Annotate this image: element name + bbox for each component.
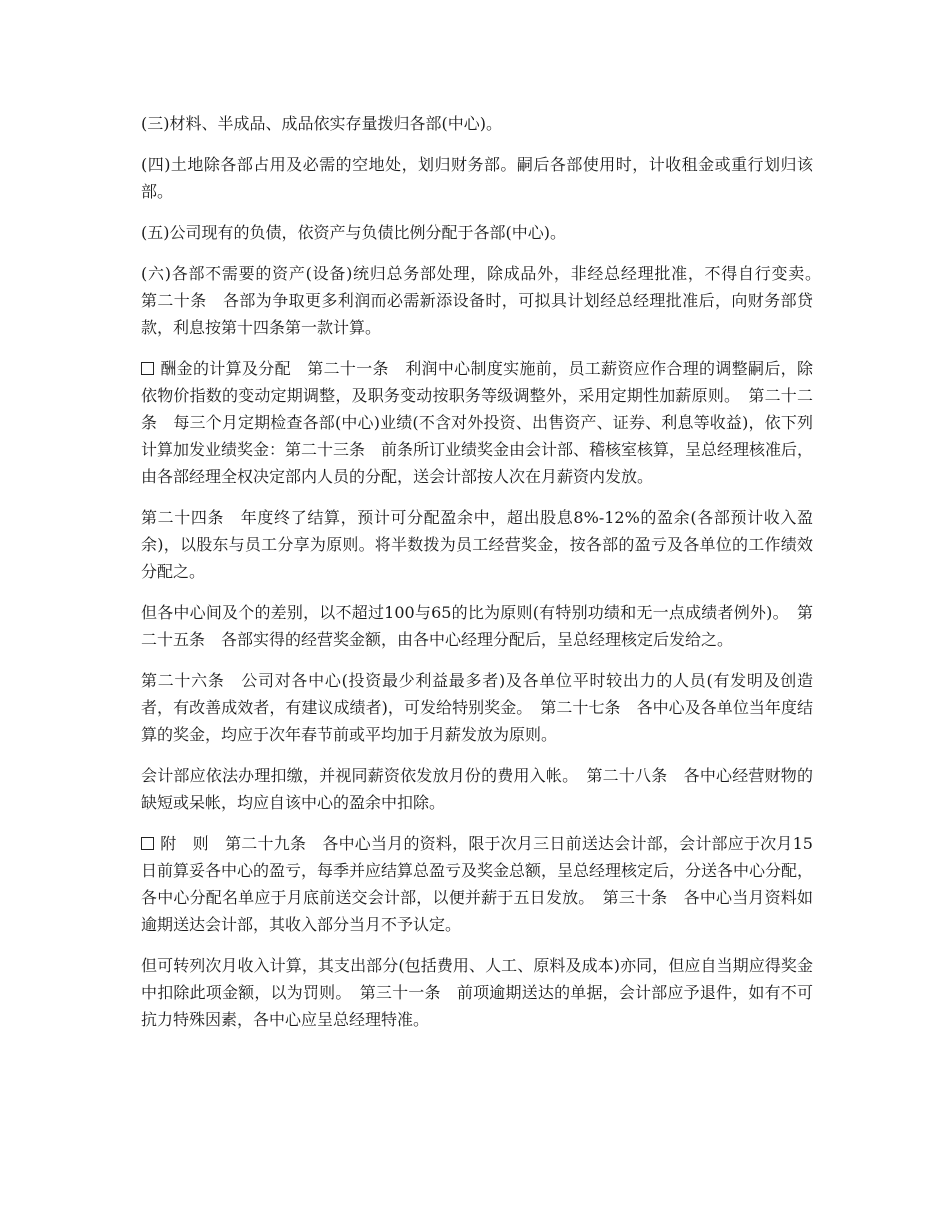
paragraph	[141, 830, 813, 938]
paragraph	[141, 219, 813, 246]
paragraph-text: (三)材料、半成品、成品依实存量拨归各部(中心)。	[141, 114, 502, 133]
paragraph	[141, 355, 813, 490]
paragraph	[141, 667, 813, 748]
paragraph-text: (五)公司现有的负债，依资产与负债比例分配于各部(中心)。	[141, 223, 566, 242]
paragraph	[141, 952, 813, 1033]
paragraph-text: 第二十六条 公司对各中心(投资最少利益最多者)及各单位平时较出力的人员(有发明及创造者，有改善成效者，有建议成绩者)，可发给特别奖金。 第二十七条 各中心及各单位当年度结算的奖金，均应于次年春节前或平均加于月薪发放为原则。	[141, 671, 813, 744]
paragraph-text: (六)各部不需要的资产(设备)统归总务部处理，除成品外，非经总经理批准，不得自行变卖。 第二十条 各部为争取更多利润而必需新添设备时，可拟具计划经总经理批准后，向财务部贷款，利息按第十四条第一款计算。	[141, 264, 846, 337]
paragraph	[141, 599, 813, 653]
paragraph-text: 附 则 第二十九条 各中心当月的资料，限于次月三日前送达会计部，会计部应于次月15日前算妥各中心的盈亏，每季并应结算总盈亏及奖金总额，呈总经理核定后，分送各中心分配，各中心分配名单应于月底前送交会计部，以便并薪于五日发放。 第三十条 各中心当月资料如逾期送达会计部，其收入部分当月不予认定。	[141, 834, 814, 934]
paragraph	[141, 504, 813, 585]
document-body	[141, 110, 846, 1047]
paragraph-text: 酬金的计算及分配 第二十一条 利润中心制度实施前，员工薪资应作合理的调整嗣后，除依物价指数的变动定期调整，及职务变动按职务等级调整外，采用定期性加薪原则。 第二十二条 每三个月定期检查各部(中心)业绩(不含对外投资、出售资产、证券、利息等收益)，依下列计算加发业绩奖金：第二十三条 前条所订业绩奖金由会计部、稽核室核算，呈总经理核准后，由各部经理全权决定部内人员的分配，送会计部按人次在月薪资内发放。	[141, 359, 814, 486]
paragraph-text: (四)土地除各部占用及必需的空地处，划归财务部。嗣后各部使用时，计收租金或重行划归该部。	[141, 155, 813, 201]
paragraph-text: 会计部应依法办理扣缴，并视同薪资依发放月份的费用入帐。 第二十八条 各中心经营财物的缺短或呆帐，均应自该中心的盈余中扣除。	[141, 766, 813, 812]
paragraph	[141, 151, 813, 205]
paragraph	[141, 762, 813, 816]
paragraph-text: 但各中心间及个的差别，以不超过100与65的比为原则(有特别功绩和无一点成绩者例外)。 第二十五条 各部实得的经营奖金额，由各中心经理分配后，呈总经理核定后发给之。	[141, 603, 813, 649]
paragraph-text: 但可转列次月收入计算，其支出部分(包括费用、人工、原料及成本)亦同，但应自当期应得奖金中扣除此项金额，以为罚则。 第三十一条 前项逾期送达的单据，会计部应予退件，如有不可抗力特殊因素，各中心应呈总经理特准。	[141, 956, 813, 1029]
paragraph	[141, 260, 846, 341]
checkbox-icon	[141, 837, 154, 850]
paragraph-text: 第二十四条 年度终了结算，预计可分配盈余中，超出股息8%-12%的盈余(各部预计收入盈余)，以股东与员工分享为原则。将半数拨为员工经营奖金，按各部的盈亏及各单位的工作绩效分配之。	[141, 508, 813, 581]
paragraph	[141, 110, 813, 137]
checkbox-icon	[141, 362, 154, 375]
